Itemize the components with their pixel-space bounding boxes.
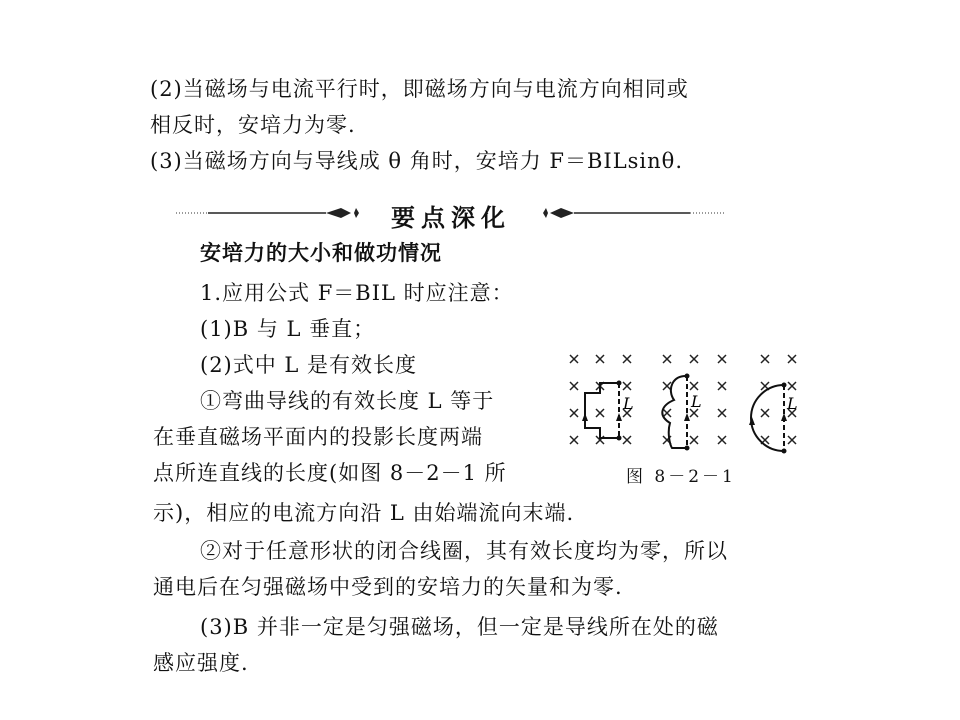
section-title: 要点深化 <box>391 204 511 232</box>
text-line: 在垂直磁场平面内的投影长度两端 <box>153 425 483 449</box>
text-line: 点所连直线的长度(如图 8－2－1 所 <box>153 461 507 485</box>
text-line: 感应强度. <box>153 651 249 675</box>
label-l: L <box>623 394 634 413</box>
text-line: (3)B 并非一定是匀强磁场，但一定是导线所在处的磁 <box>200 615 719 639</box>
label-l: L <box>691 392 702 411</box>
figure-caption: 图 8－2－1 <box>626 467 736 487</box>
text-line: 通电后在匀强磁场中受到的安培力的矢量和为零. <box>153 575 623 599</box>
text-line: (2)式中 L 是有效长度 <box>200 353 418 377</box>
text-line: 示)，相应的电流方向沿 L 由始端流向末端. <box>153 501 575 525</box>
text-line: ①弯曲导线的有效长度 L 等于 <box>200 389 495 413</box>
field-crosses <box>570 355 796 444</box>
text-line: (2)当磁场与电流平行时，即磁场方向与电流方向相同或 <box>150 77 689 101</box>
text-line: 相反时，安培力为零. <box>150 113 356 137</box>
subtitle: 安培力的大小和做功情况 <box>200 241 442 265</box>
text-line: 1.应用公式 F＝BIL 时应注意： <box>200 281 514 305</box>
text-line: (1)B 与 L 垂直； <box>200 317 376 341</box>
text-line: ②对于任意形状的闭合线圈，其有效长度均为零，所以 <box>200 539 728 563</box>
section-header <box>176 196 724 230</box>
label-l: L <box>787 394 798 413</box>
text-line: (3)当磁场方向与导线成 θ 角时，安培力 F＝BILsinθ. <box>150 149 683 173</box>
